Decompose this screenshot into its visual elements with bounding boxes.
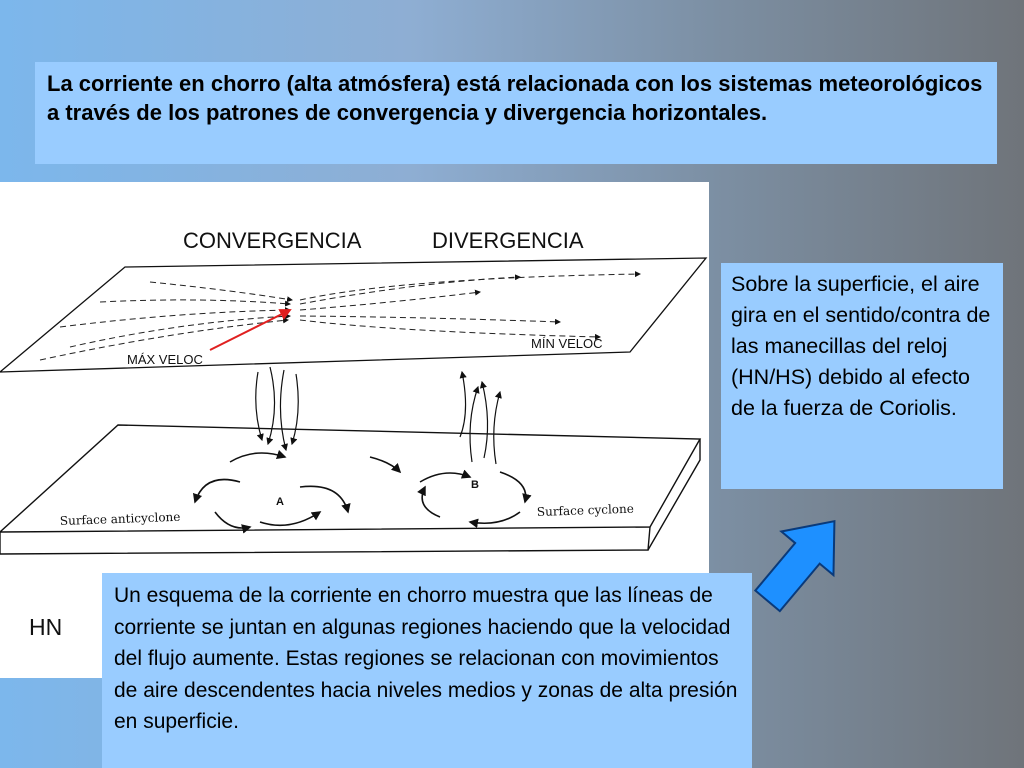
anticyclone-circulation: [195, 453, 348, 528]
jet-stream-note-box: [102, 573, 752, 768]
surface-anticyclone-label: Surface anticyclone: [59, 509, 181, 528]
point-a-label: A: [276, 496, 284, 508]
title-text-box: [35, 62, 997, 164]
surface-cyclone-label: Surface cyclone: [536, 501, 635, 519]
big-arrow-icon: [745, 505, 857, 617]
convergence-label: CONVERGENCIA: [183, 228, 362, 253]
title-text: La corriente en chorro (alta atmósfera) está relacionada con los sistemas meteorológicos a través de los patrones de convergencia y divergencia horizontales.: [47, 71, 983, 125]
max-speed-label: MÁX VELOC: [127, 352, 203, 367]
coriolis-note-text: Sobre la superficie, el aire gira en el sentido/contra de las manecillas del reloj (HN/HS) debido al efecto de la fuerza de Coriolis.: [731, 272, 991, 420]
point-b-label: B: [471, 479, 479, 491]
min-speed-label: MÍN VELOC: [531, 336, 603, 351]
vertical-motion-arrows: [256, 367, 500, 464]
max-speed-pointer: [210, 310, 290, 350]
hemisphere-label: HN: [29, 614, 63, 640]
divergence-label: DIVERGENCIA: [432, 228, 584, 253]
jet-stream-note-text: Un esquema de la corriente en chorro muestra que las líneas de corriente se juntan en algunas regiones haciendo que la velocidad del flujo aumente. Estas regiones se relacionan con movimientos de aire descendentes hacia niveles medios y zonas de alta presión en superficie.: [114, 584, 738, 733]
coriolis-note-box: [721, 263, 1003, 489]
surface-plane: [0, 425, 700, 554]
cyclone-circulation: [370, 457, 526, 523]
